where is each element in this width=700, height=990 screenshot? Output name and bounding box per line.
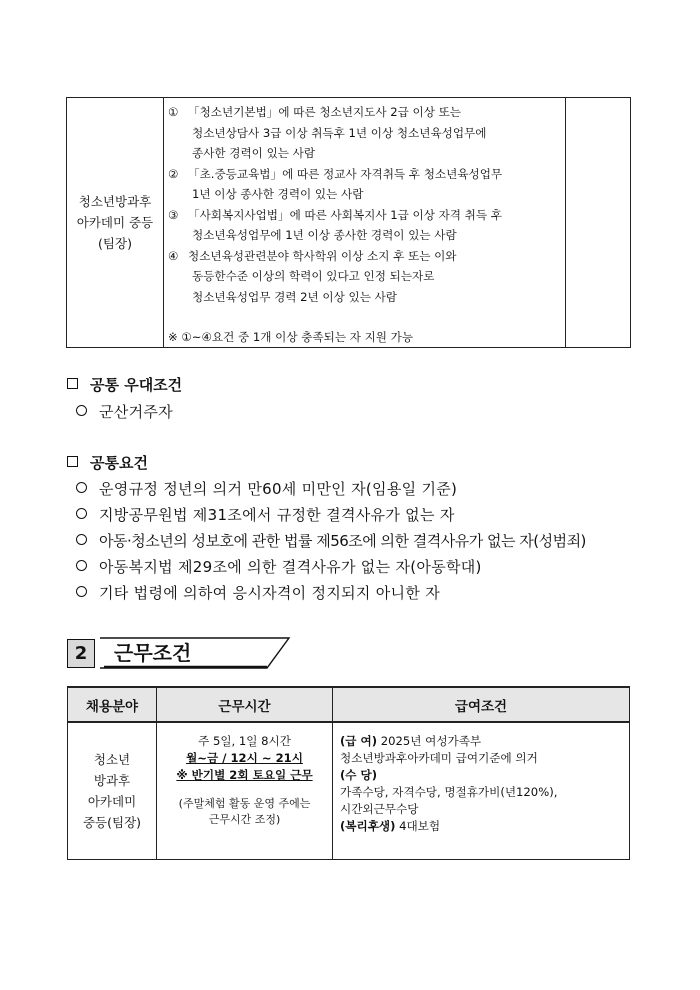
list-item xyxy=(76,530,586,551)
list-item xyxy=(76,478,457,499)
requirement-note: ※ ①~④요건 중 1개 이상 충족되는 자 지원 가능 xyxy=(168,330,414,344)
table-header-row xyxy=(68,687,630,722)
requirement-line: 청소년상담사 3급 이상 취득후 1년 이상 청소년육성업무에 xyxy=(192,125,487,140)
work-conditions-table xyxy=(67,686,630,860)
hours-cell xyxy=(157,722,333,860)
role-line: 청소년방과후 xyxy=(78,194,152,209)
pay-label: (수 당) xyxy=(340,768,378,782)
field-line: 아카데미 xyxy=(87,794,137,809)
role-line: (팀장) xyxy=(98,236,132,251)
column-header: 근무시간 xyxy=(157,687,333,722)
pay-label: (급 여) xyxy=(340,734,378,748)
requirements-cell xyxy=(164,98,566,348)
requirement-2 xyxy=(168,164,565,205)
requirement-marker: ④ xyxy=(168,248,179,263)
table-row xyxy=(68,722,630,860)
list-item xyxy=(76,401,173,422)
requirement-marker: ③ xyxy=(168,207,179,222)
square-bullet-icon xyxy=(67,456,78,467)
requirement-marker: ② xyxy=(168,166,179,181)
requirement-line: 종사한 경력이 있는 사람 xyxy=(192,146,316,160)
pay-text: 2025년 여성가족부 xyxy=(380,734,482,748)
common-requirements-title: 공통요건 xyxy=(90,454,148,472)
requirement-line: 동등한수준 이상의 학력이 있다고 인정 되는자로 xyxy=(192,269,435,283)
field-cell xyxy=(68,722,157,860)
requirement-line: 1년 이상 종사한 경력이 있는 사람 xyxy=(192,187,364,201)
requirement-marker: ① xyxy=(168,105,179,119)
circle-bullet-icon xyxy=(76,405,87,416)
circle-bullet-icon xyxy=(76,534,87,545)
preferences-title: 공통 우대조건 xyxy=(90,376,183,394)
requirement-4 xyxy=(168,246,565,308)
hours-line: ※ 반기별 2회 토요일 근무 xyxy=(176,768,313,782)
circle-bullet-icon xyxy=(76,586,87,597)
role-line: 아카데미 중등 xyxy=(76,215,154,230)
square-bullet-icon xyxy=(67,378,78,389)
pay-cell xyxy=(333,722,630,860)
list-item-text: 기타 법령에 의하여 응시자격이 정지되지 아니한 자 xyxy=(99,584,441,602)
list-item xyxy=(76,582,440,603)
requirement-line: 「청소년기본법」에 따른 청소년지도사 2급 이상 또는 xyxy=(188,105,461,119)
requirement-line: 청소년육성관련분야 학사학위 이상 소지 후 또는 이와 xyxy=(188,248,457,263)
requirement-line: 청소년육성업무 경력 2년 이상 있는 사람 xyxy=(192,289,397,304)
requirement-line: 청소년육성업무에 1년 이상 종사한 경력이 있는 사람 xyxy=(192,228,457,242)
circle-bullet-icon xyxy=(76,560,87,571)
requirement-3 xyxy=(168,205,565,246)
requirement-line: 「초.중등교육법」에 따른 정교사 자격취득 후 청소년육성업무 xyxy=(188,166,503,181)
pay-text: 시간외근무수당 xyxy=(340,802,419,816)
column-header: 급여조건 xyxy=(333,687,630,722)
list-item-text: 운영규정 정년의 의거 만60세 미만인 자(임용일 기준) xyxy=(99,480,458,498)
role-cell xyxy=(67,98,164,348)
requirements-table xyxy=(66,97,631,348)
hours-line: 주 5일, 1일 8시간 xyxy=(198,734,291,748)
requirement-line: 「사회복지사업법」에 따른 사회복지사 1급 이상 자격 취득 후 xyxy=(188,207,502,222)
hours-line: 월~금 / 12시 ~ 21시 xyxy=(186,751,303,765)
list-item-text: 아동·청소년의 성보호에 관한 법률 제56조에 의한 결격사유가 없는 자(성범죄) xyxy=(99,532,586,550)
circle-bullet-icon xyxy=(76,482,87,493)
list-item xyxy=(76,504,455,525)
section-title: 근무조건 xyxy=(114,641,192,665)
column-header: 채용분야 xyxy=(68,687,157,722)
empty-cell xyxy=(566,98,631,348)
list-item xyxy=(76,556,482,577)
pay-text: 가족수당, 자격수당, 명절휴가비(년120%), xyxy=(340,785,558,799)
circle-bullet-icon xyxy=(76,508,87,519)
preferences-heading xyxy=(67,374,182,395)
list-item-text: 군산거주자 xyxy=(99,403,173,421)
field-line: 중등(팀장) xyxy=(82,815,142,830)
hours-note: 근무시간 조정) xyxy=(208,813,281,826)
list-item-text: 아동복지법 제29조에 의한 결격사유가 없는 자(아동학대) xyxy=(99,558,482,576)
pay-text: 4대보험 xyxy=(399,819,441,833)
requirement-1 xyxy=(168,102,565,164)
hours-note: (주말체험 활동 운영 주에는 xyxy=(178,797,311,810)
pay-text: 청소년방과후아카데미 급여기준에 의거 xyxy=(340,751,538,765)
section-number: 2 xyxy=(67,639,95,668)
pay-label: (복리후생) xyxy=(340,819,396,833)
list-item-text: 지방공무원법 제31조에서 규정한 결격사유가 없는 자 xyxy=(99,506,455,524)
common-requirements-heading xyxy=(67,452,148,473)
field-line: 청소년 xyxy=(93,752,131,767)
field-line: 방과후 xyxy=(93,773,131,788)
